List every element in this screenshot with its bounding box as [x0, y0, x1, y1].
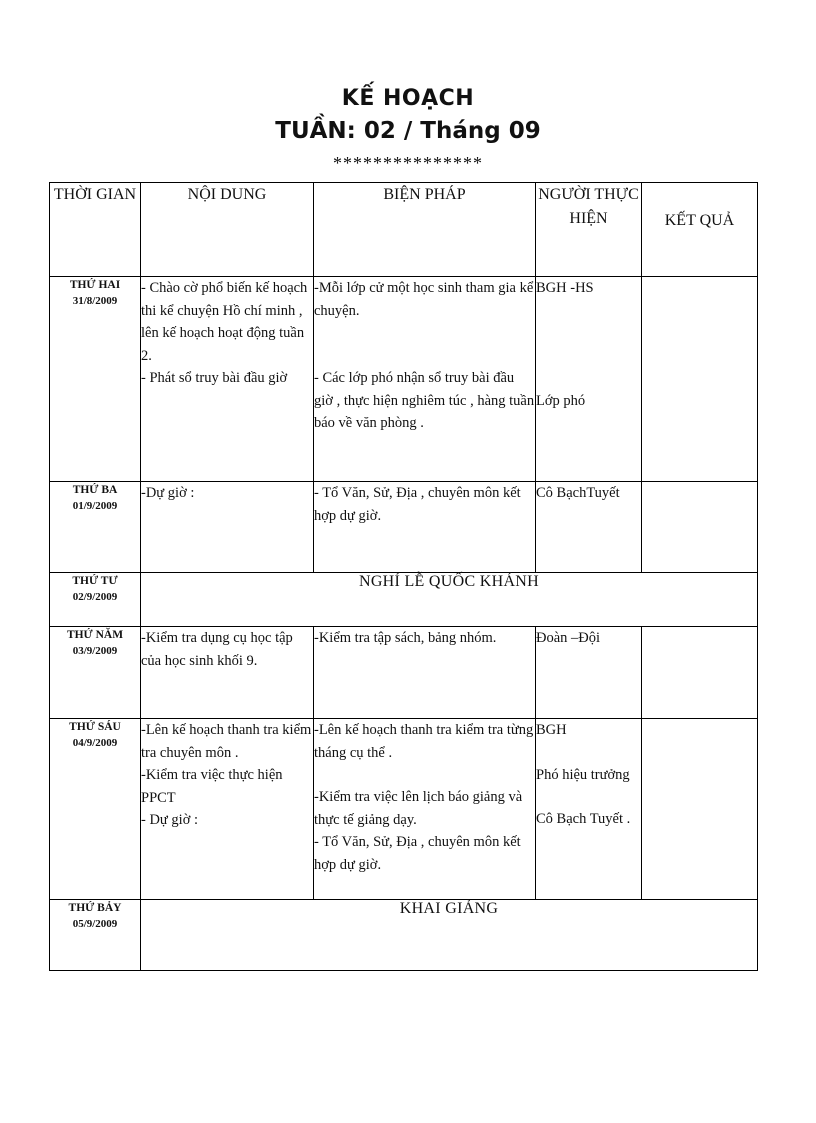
method-item: -Kiểm tra tập sách, bảng nhóm. — [314, 630, 497, 646]
col-header-content: NỘI DUNG — [141, 183, 314, 277]
event-notice: KHAI GIẢNG — [141, 900, 758, 971]
content-cell — [141, 627, 314, 719]
method-item: - Tổ Văn, Sử, Địa , chuyên môn kết hợp dự giờ. — [314, 834, 521, 873]
content-cell — [141, 482, 314, 573]
col-header-method: BIỆN PHÁP — [314, 183, 536, 277]
day-cell — [50, 482, 141, 573]
person-item: Cô Bạch Tuyết . — [536, 811, 631, 827]
document-subtitle: TUẦN: 02 / Tháng 09 — [275, 118, 541, 144]
day-date: 04/9/2009 — [72, 737, 118, 749]
day-cell — [50, 573, 141, 627]
method-cell — [314, 277, 536, 482]
day-cell — [50, 277, 141, 482]
day-cell — [50, 627, 141, 719]
person-cell — [536, 277, 642, 482]
document-title: KẾ HOẠCH — [341, 86, 475, 111]
person-item: BGH — [536, 722, 567, 738]
col-header-time: THỜI GIAN — [50, 183, 141, 277]
method-item: - Tổ Văn, Sử, Địa , chuyên môn kết hợp dự giờ. — [314, 485, 521, 524]
day-name: THỨ SÁU — [69, 721, 121, 733]
day-date: 31/8/2009 — [72, 295, 118, 307]
method-cell — [314, 719, 536, 900]
day-cell — [50, 719, 141, 900]
table-row — [50, 719, 758, 900]
result-cell — [642, 277, 758, 482]
content-item: - Dự giờ : — [141, 812, 199, 828]
person-item: Cô BạchTuyết — [536, 485, 620, 501]
method-item: -Kiểm tra việc lên lịch báo giảng và thực tế giảng dạy. — [314, 789, 523, 828]
content-item: -Dự giờ : — [141, 485, 195, 501]
content-item: - Chào cờ phổ biến kế hoạch thi kể chuyện Hồ chí minh , lên kế hoạch hoạt động tuần 2. — [141, 280, 308, 364]
person-item: Phó hiệu trưởng — [536, 766, 630, 783]
day-date: 03/9/2009 — [72, 645, 118, 657]
person-item: BGH -HS — [536, 280, 594, 296]
day-name: THỨ TƯ — [72, 575, 118, 587]
table-row — [50, 482, 758, 573]
content-item: -Kiểm tra dụng cụ học tập của học sinh khối 9. — [141, 630, 293, 669]
day-name: THỨ HAI — [69, 279, 121, 291]
person-cell — [536, 719, 642, 900]
day-name: THỨ BA — [72, 484, 118, 496]
day-name: THỨ NĂM — [66, 629, 124, 641]
col-header-result: KẾT QUẢ — [642, 183, 758, 277]
day-date: 02/9/2009 — [72, 591, 118, 603]
person-cell — [536, 482, 642, 573]
person-item: Đoàn –Đội — [536, 630, 601, 646]
method-cell — [314, 482, 536, 573]
result-cell — [642, 482, 758, 573]
table-row — [50, 277, 758, 482]
title-separator: *************** — [333, 153, 483, 173]
content-item: -Kiểm tra việc thực hiện PPCT — [141, 767, 283, 806]
table-row — [50, 573, 758, 627]
method-item: -Lên kế hoạch thanh tra kiểm tra từng tháng cụ thể . — [314, 722, 534, 761]
day-date: 05/9/2009 — [72, 918, 118, 930]
content-cell — [141, 719, 314, 900]
result-cell — [642, 719, 758, 900]
holiday-notice: NGHỈ LỄ QUỐC KHÁNH — [141, 573, 758, 627]
person-cell — [536, 627, 642, 719]
method-item: -Mỗi lớp cử một học sinh tham gia kể chuyện. — [314, 280, 534, 319]
person-item: Lớp phó — [536, 392, 586, 409]
header-row — [50, 183, 758, 277]
method-cell — [314, 627, 536, 719]
table-row — [50, 627, 758, 719]
day-cell — [50, 900, 141, 971]
weekly-plan-table — [49, 182, 758, 971]
content-cell — [141, 277, 314, 482]
method-item: - Các lớp phó nhận sổ truy bài đầu giờ , thực hiện nghiêm túc , hàng tuần báo về văn phòng . — [314, 370, 535, 431]
table-row — [50, 900, 758, 971]
col-header-person: NGƯỜI THỰC HIỆN — [536, 183, 642, 277]
content-item: - Phát sổ truy bài đầu giờ — [141, 370, 288, 386]
content-item: -Lên kế hoạch thanh tra kiểm tra chuyên môn . — [141, 722, 312, 761]
day-name: THỨ BẢY — [68, 902, 122, 914]
result-cell — [642, 627, 758, 719]
day-date: 01/9/2009 — [72, 500, 118, 512]
